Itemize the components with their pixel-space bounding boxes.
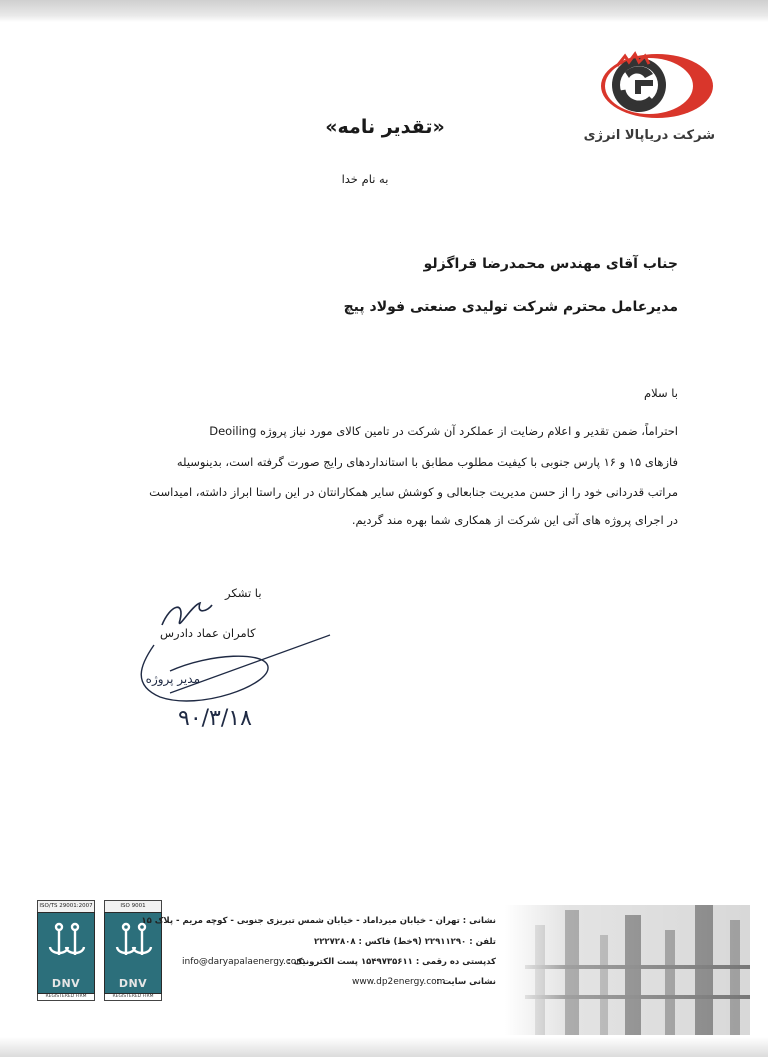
cert-standard: ISO 9001 <box>104 900 162 912</box>
greeting: با سلام <box>644 386 678 400</box>
signer-name: کامران عماد دادرس <box>160 626 256 640</box>
cert-note: REGISTERED FIRM <box>104 994 162 1001</box>
plant-photo <box>505 905 750 1035</box>
footer-website-label: نشانی سایت : <box>436 977 496 987</box>
certification-badge <box>37 900 95 1000</box>
recipient-name: جناب آقای مهندس محمدرضا قراگزلو <box>423 256 678 272</box>
handwritten-date: ۹۰/۳/۱۸ <box>178 706 252 731</box>
letter-title: «تقدیر نامه» <box>325 116 445 138</box>
closing: با تشکر <box>225 586 262 600</box>
footer-postal: کدپستی ده رقمی : ۱۵۴۹۷۳۵۶۱۱ پست الکترونیک : <box>287 957 496 967</box>
body-line: احتراماً، ضمن تقدیر و اعلام رضایت از عملکرد آن شرکت در تامین کالای مورد نیاز پروژه Deoiling <box>209 424 678 438</box>
body-line: در اجرای پروژه های آتی این شرکت از همکاری شما بهره مند گردیم. <box>351 513 678 527</box>
basmala: به نام خدا <box>341 172 389 186</box>
cert-mark: DNV <box>118 977 148 990</box>
cert-note: REGISTERED FIRM <box>37 994 95 1001</box>
recipient-position: مدیرعامل محترم شرکت تولیدی صنعتی فولاد پیچ <box>343 299 678 315</box>
scan-edge-top <box>0 0 768 22</box>
stamp-text: مدیر پروژه <box>145 672 200 686</box>
footer-address: نشانی : تهران - خیابان میرداماد - خیابان شمس تبریزی جنوبی - کوچه مریم - پلاک ۱۵ <box>141 916 496 926</box>
footer-website[interactable]: www.dp2energy.com <box>352 977 446 987</box>
certification-badge <box>104 900 162 1000</box>
scan-edge-bottom <box>0 1037 768 1057</box>
signature-drawing <box>130 585 360 735</box>
body-line: فازهای ۱۵ و ۱۶ پارس جنوبی با کیفیت مطلوب مطابق با استانداردهای رایج صورت گرفته است، بدینوسیله <box>176 455 678 469</box>
cert-standard: ISO/TS 29001:2007 <box>37 900 95 912</box>
company-logo <box>585 50 725 160</box>
footer-phone: تلفن : ۲۲۹۱۱۲۹۰ (۹خط) فاکس : ۲۲۲۷۲۸۰۸ <box>314 937 496 947</box>
company-name: شرکت دریاپالا انرژی <box>583 128 715 143</box>
anchor-icon <box>45 919 89 963</box>
body-line: مراتب قدردانی خود را از حسن مدیریت جنابعالی و کوشش سایر همکارانتان در این راستا ابراز داشته، امیداست <box>149 485 678 499</box>
cert-mark: DNV <box>51 977 81 990</box>
footer-email[interactable]: info@daryapalaenergy.com <box>182 957 306 967</box>
dp-logo-icon <box>595 50 715 120</box>
refinery-image-icon <box>505 905 750 1035</box>
